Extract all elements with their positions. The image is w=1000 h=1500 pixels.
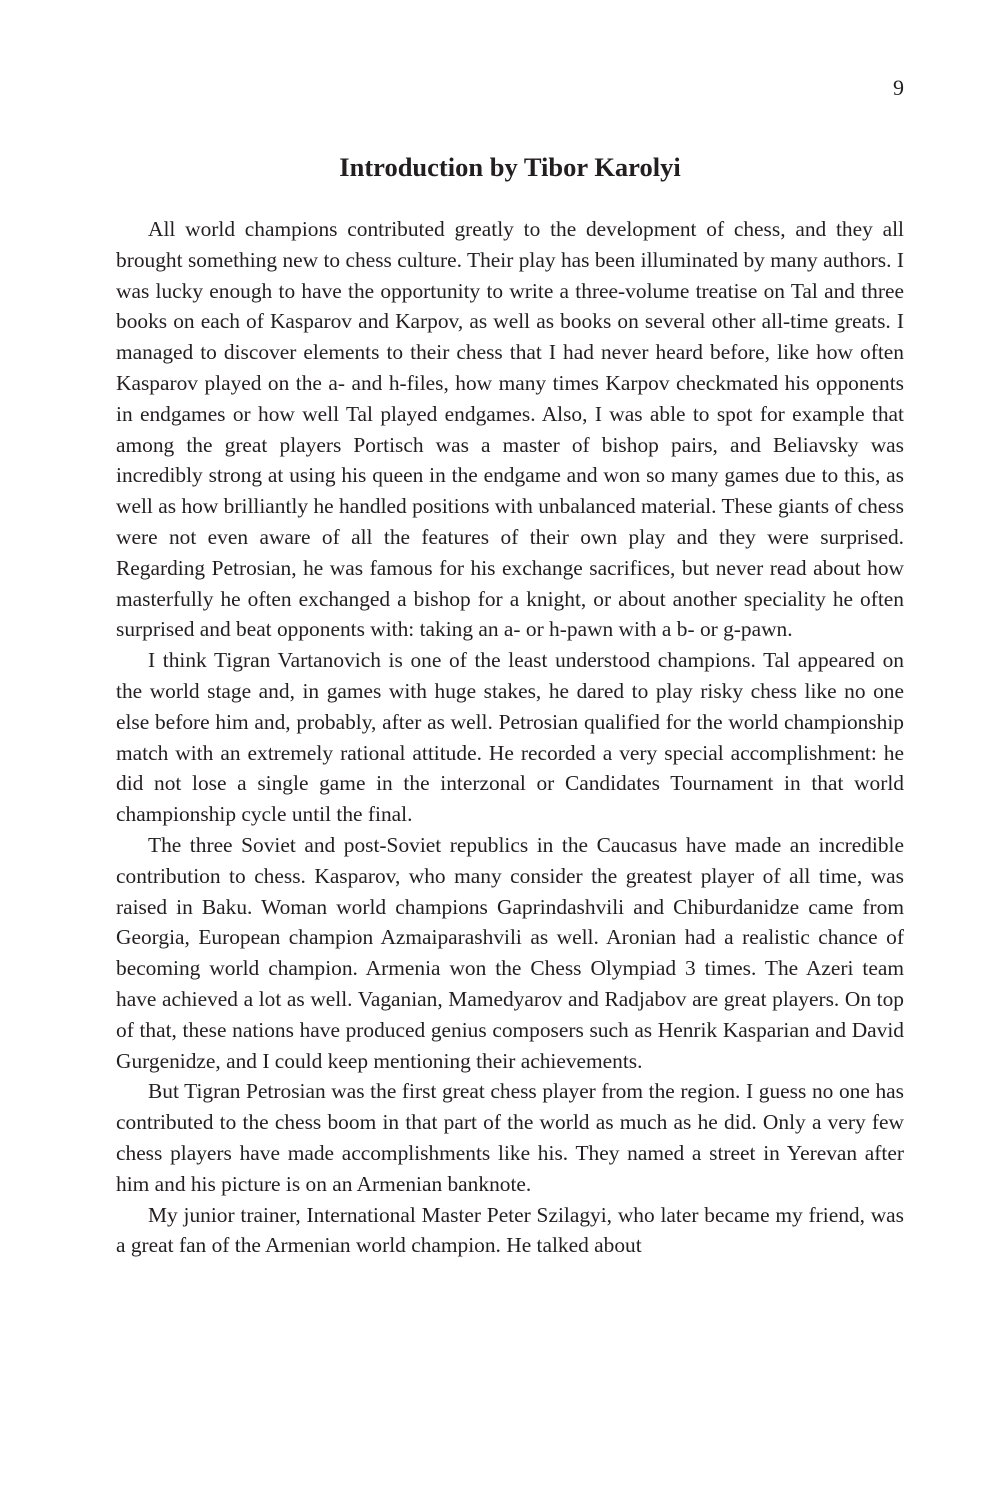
chapter-title: Introduction by Tibor Karolyi [339,152,681,182]
paragraph-3: The three Soviet and post-Soviet republics in the Caucasus have made an incredible contribution to chess. Kasparov, who many consider the greatest player of all time, was raised in Baku. Woman world champions Gaprindashvili and Chiburdanidze came from Georgia, European champion Azmaiparashvili as well. Aronian had a realistic chance of becoming world champion. Armenia won the Chess Olympiad 3 times. The Azeri team have achieved a lot as well. Vaganian, Mamedyarov and Radjabov are great players. On top of that, these nations have produced genius composers such as Henrik Kasparian and David Gurgenidze, and I could keep mentioning their achievements. [116,832,904,1073]
body-text [116,214,904,1261]
paragraph-1: All world champions contributed greatly to the development of chess, and they all brought something new to chess culture. Their play has been illuminated by many authors. I was lucky enough to have the opportunity to write a three-volume treatise on Tal and three books on each of Kasparov and Karpov, as well as books on several other all-time greats. I managed to discover elements to their chess that I had never heard before, like how often Kasparov played on the a- and h-files, how many times Karpov checkmated his opponents in endgames or how well Tal played endgames. Also, I was able to spot for example that among the great players Portisch was a master of bishop pairs, and Beliavsky was incredibly strong at using his queen in the endgame and won so many games due to this, as well as how brilliantly he handled positions with unbalanced material. These giants of chess were not even aware of all the features of their own play and they were surprised. Regarding Petrosian, he was famous for his exchange sacrifices, but never read about how masterfully he often exchanged a bishop for a knight, or about another speciality he often surprised and beat opponents with: taking an a- or h-pawn with a b- or g-pawn. [116,217,904,642]
page-number: 9 [893,75,904,100]
paragraph-4: But Tigran Petrosian was the first great chess player from the region. I guess no one has contributed to the chess boom in that part of the world as much as he did. Only a very few chess players have made accomplishments like his. They named a street in Yerevan after him and his picture is on an Armenian banknote. [116,1079,904,1196]
paragraph-5: My junior trainer, International Master Peter Szilagyi, who later became my friend, was a great fan of the Armenian world champion. He talked about [116,1202,904,1258]
paragraph-2: I think Tigran Vartanovich is one of the least understood champions. Tal appeared on the world stage and, in games with huge stakes, he dared to play risky chess like no one else before him and, probably, after as well. Petrosian qualified for the world championship match with an extremely rational attitude. He recorded a very special accomplishment: he did not lose a single game in the interzonal or Candidates Tournament in that world championship cycle until the final. [116,648,904,827]
